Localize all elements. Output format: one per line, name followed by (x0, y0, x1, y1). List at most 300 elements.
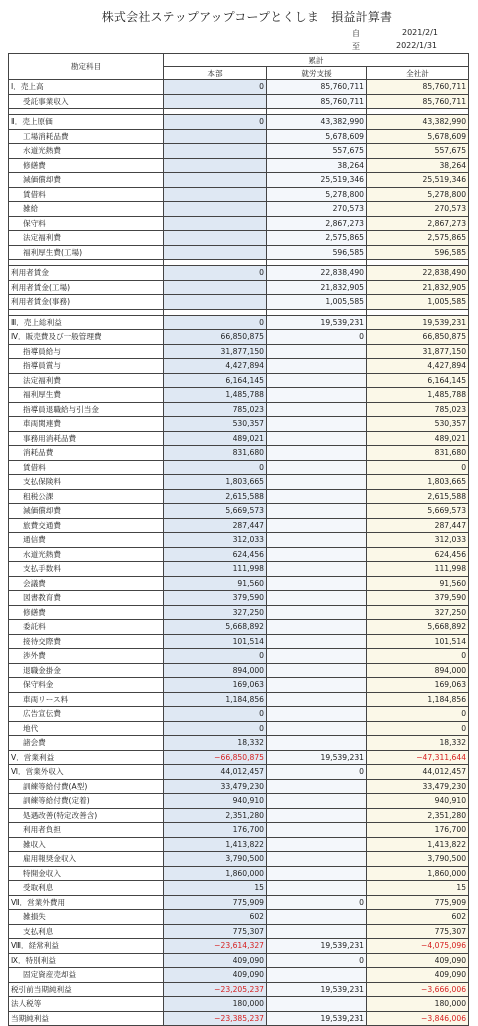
honbu-value (164, 173, 267, 188)
honbu-value: 91,560 (164, 576, 267, 591)
statement-row (9, 866, 469, 881)
honbu-value: 44,012,457 (164, 765, 267, 780)
total-value: 270,573 (367, 202, 469, 217)
account-name: Ⅵ．営業外収入 (9, 765, 164, 780)
statement-row (9, 562, 469, 577)
account-name: 減価償却費 (9, 504, 164, 519)
to-date: 2022/1/31 (396, 41, 438, 50)
honbu-value: 101,514 (164, 634, 267, 649)
honbu-value: −23,205,237 (164, 982, 267, 997)
statement-row (9, 678, 469, 693)
statement-row (9, 910, 469, 925)
shuro-value (267, 823, 367, 838)
account-name: 支払手数料 (9, 562, 164, 577)
statement-row (9, 504, 469, 519)
account-name: 雑収入 (9, 837, 164, 852)
account-name: 税引前当期純利益 (9, 982, 164, 997)
account-name: 地代 (9, 721, 164, 736)
statement-row (9, 533, 469, 548)
account-name: 訓練等給付費(定着) (9, 794, 164, 809)
total-value: 25,519,346 (367, 173, 469, 188)
statement-row (9, 94, 469, 109)
honbu-value: 176,700 (164, 823, 267, 838)
total-value: 5,678,609 (367, 129, 469, 144)
shuro-value (267, 721, 367, 736)
total-value: 18,332 (367, 736, 469, 751)
honbu-value: 2,615,588 (164, 489, 267, 504)
total-value: 940,910 (367, 794, 469, 809)
total-value: 33,479,230 (367, 779, 469, 794)
account-name: 雑給 (9, 202, 164, 217)
honbu-value: 785,023 (164, 402, 267, 417)
shuro-value: 85,760,711 (267, 94, 367, 109)
honbu-value (164, 216, 267, 231)
statement-row (9, 417, 469, 432)
honbu-value (164, 231, 267, 246)
honbu-value: 31,877,150 (164, 344, 267, 359)
account-name: 修繕費 (9, 605, 164, 620)
statement-row (9, 80, 469, 95)
shuro-value (267, 736, 367, 751)
total-value: 22,838,490 (367, 266, 469, 281)
statement-row (9, 344, 469, 359)
total-value: 409,090 (367, 968, 469, 983)
account-name: 減価償却費 (9, 173, 164, 188)
shuro-value (267, 460, 367, 475)
statement-row (9, 997, 469, 1012)
honbu-value: 33,479,230 (164, 779, 267, 794)
total-value: 5,278,800 (367, 187, 469, 202)
statement-row (9, 765, 469, 780)
shuro-value: 5,278,800 (267, 187, 367, 202)
total-value: −47,311,644 (367, 750, 469, 765)
total-value: 2,575,865 (367, 231, 469, 246)
honbu-value: 3,790,500 (164, 852, 267, 867)
total-value: 19,539,231 (367, 315, 469, 330)
statement-row (9, 750, 469, 765)
account-name: 法人税等 (9, 997, 164, 1012)
honbu-value: 287,447 (164, 518, 267, 533)
account-name: 指導員賞与 (9, 359, 164, 374)
account-name: 法定福利費 (9, 373, 164, 388)
statement-row (9, 591, 469, 606)
account-name: 消耗品費 (9, 446, 164, 461)
shuro-value (267, 446, 367, 461)
honbu-value: 775,307 (164, 924, 267, 939)
honbu-value: −66,850,875 (164, 750, 267, 765)
account-name: 退職金掛金 (9, 663, 164, 678)
shuro-value (267, 794, 367, 809)
shuro-value: 21,832,905 (267, 280, 367, 295)
account-name: 支払利息 (9, 924, 164, 939)
from-label: 自 (352, 29, 360, 38)
statement-row (9, 1011, 469, 1026)
account-name: Ⅸ．特別利益 (9, 953, 164, 968)
statement-row (9, 431, 469, 446)
account-name: 福利厚生費 (9, 388, 164, 403)
account-name: 水道光熱費 (9, 547, 164, 562)
account-name: Ⅷ．経常利益 (9, 939, 164, 954)
statement-row (9, 707, 469, 722)
total-value: 831,680 (367, 446, 469, 461)
shuro-value (267, 837, 367, 852)
total-value: 1,485,788 (367, 388, 469, 403)
honbu-value: −23,385,237 (164, 1011, 267, 1026)
honbu-value: 624,456 (164, 547, 267, 562)
account-name: 利用者負担 (9, 823, 164, 838)
statement-body (9, 80, 469, 1026)
total-value: 180,000 (367, 997, 469, 1012)
account-name: 雑損失 (9, 910, 164, 925)
shuro-value (267, 576, 367, 591)
honbu-value: 1,485,788 (164, 388, 267, 403)
statement-row (9, 924, 469, 939)
honbu-value (164, 129, 267, 144)
shuro-value: 19,539,231 (267, 1011, 367, 1026)
honbu-value: 1,803,665 (164, 475, 267, 490)
account-name: 渉外費 (9, 649, 164, 664)
shuro-value: 25,519,346 (267, 173, 367, 188)
honbu-value (164, 94, 267, 109)
shuro-value (267, 547, 367, 562)
honbu-value: 0 (164, 460, 267, 475)
account-name: 車両リース料 (9, 692, 164, 707)
total-value: 101,514 (367, 634, 469, 649)
honbu-value (164, 202, 267, 217)
total-value: 0 (367, 460, 469, 475)
account-name: 雇用報奨金収入 (9, 852, 164, 867)
honbu-value (164, 280, 267, 295)
account-name: 工場消耗品費 (9, 129, 164, 144)
statement-row (9, 663, 469, 678)
account-name: 受取利息 (9, 881, 164, 896)
honbu-value: 0 (164, 707, 267, 722)
total-value: 2,351,280 (367, 808, 469, 823)
total-value: −4,075,096 (367, 939, 469, 954)
honbu-value: −23,614,327 (164, 939, 267, 954)
total-value: 327,250 (367, 605, 469, 620)
shuro-value (267, 489, 367, 504)
statement-row (9, 489, 469, 504)
honbu-value: 0 (164, 115, 267, 130)
honbu-value: 111,998 (164, 562, 267, 577)
shuro-value (267, 881, 367, 896)
total-value: 379,590 (367, 591, 469, 606)
total-value: 176,700 (367, 823, 469, 838)
from-date: 2021/2/1 (402, 28, 438, 37)
honbu-value: 5,669,573 (164, 504, 267, 519)
shuro-value: 0 (267, 895, 367, 910)
statement-row (9, 266, 469, 281)
statement-row (9, 779, 469, 794)
shuro-value (267, 649, 367, 664)
account-name: 利用者賃金(事務) (9, 295, 164, 310)
statement-row (9, 721, 469, 736)
total-value: 66,850,875 (367, 330, 469, 345)
statement-row (9, 187, 469, 202)
statement-row (9, 158, 469, 173)
statement-row (9, 605, 469, 620)
account-name: 処遇改善(特定改善含) (9, 808, 164, 823)
honbu-value (164, 245, 267, 260)
statement-row (9, 359, 469, 374)
total-value: 1,803,665 (367, 475, 469, 490)
total-value: 602 (367, 910, 469, 925)
honbu-value: 15 (164, 881, 267, 896)
total-value: −3,846,006 (367, 1011, 469, 1026)
statement-row (9, 620, 469, 635)
account-name: 事務用消耗品費 (9, 431, 164, 446)
total-value: 596,585 (367, 245, 469, 260)
shuro-value: 85,760,711 (267, 80, 367, 95)
honbu-value: 1,860,000 (164, 866, 267, 881)
shuro-value (267, 504, 367, 519)
total-value: 775,307 (367, 924, 469, 939)
shuro-value: 22,838,490 (267, 266, 367, 281)
statement-row (9, 939, 469, 954)
honbu-value: 312,033 (164, 533, 267, 548)
col-shuro-header: 就労支援 (267, 67, 367, 80)
total-value: 775,909 (367, 895, 469, 910)
shuro-value (267, 866, 367, 881)
honbu-value: 66,850,875 (164, 330, 267, 345)
honbu-value: 894,000 (164, 663, 267, 678)
honbu-value: 0 (164, 315, 267, 330)
shuro-value (267, 968, 367, 983)
document-title: 株式会社ステップアップコープとくしま 損益計算書 (101, 10, 393, 24)
shuro-value (267, 373, 367, 388)
statement-row (9, 388, 469, 403)
honbu-value: 169,063 (164, 678, 267, 693)
to-label: 至 (352, 42, 360, 51)
total-value: 5,668,892 (367, 620, 469, 635)
total-value: 624,456 (367, 547, 469, 562)
honbu-value: 180,000 (164, 997, 267, 1012)
total-value: 38,264 (367, 158, 469, 173)
account-name: 賃借料 (9, 460, 164, 475)
account-name: Ⅲ．売上総利益 (9, 315, 164, 330)
total-value: 0 (367, 707, 469, 722)
statement-row (9, 144, 469, 159)
account-name: 訓練等給付費(A型) (9, 779, 164, 794)
shuro-value: 0 (267, 765, 367, 780)
honbu-value (164, 158, 267, 173)
statement-row (9, 231, 469, 246)
total-value: 31,877,150 (367, 344, 469, 359)
shuro-value (267, 417, 367, 432)
account-name: 指導員給与 (9, 344, 164, 359)
statement-row (9, 315, 469, 330)
shuro-value: 1,005,585 (267, 295, 367, 310)
account-name: 会議費 (9, 576, 164, 591)
total-value: 91,560 (367, 576, 469, 591)
total-value: 1,184,856 (367, 692, 469, 707)
total-value: 1,860,000 (367, 866, 469, 881)
total-value: 3,790,500 (367, 852, 469, 867)
statement-row (9, 692, 469, 707)
total-value: 85,760,711 (367, 80, 469, 95)
account-name: 賃借料 (9, 187, 164, 202)
col-honbu-header: 本部 (164, 67, 267, 80)
account-name: 福利厚生費(工場) (9, 245, 164, 260)
account-name: 指導員退職給与引当金 (9, 402, 164, 417)
honbu-value (164, 295, 267, 310)
honbu-value: 775,909 (164, 895, 267, 910)
shuro-value: 38,264 (267, 158, 367, 173)
statement-row (9, 129, 469, 144)
honbu-value: 530,357 (164, 417, 267, 432)
shuro-value: 19,539,231 (267, 750, 367, 765)
total-value: 489,021 (367, 431, 469, 446)
total-value: 2,615,588 (367, 489, 469, 504)
total-value: 85,760,711 (367, 94, 469, 109)
shuro-value (267, 997, 367, 1012)
honbu-value: 831,680 (164, 446, 267, 461)
account-name: 修繕費 (9, 158, 164, 173)
shuro-value: 2,575,865 (267, 231, 367, 246)
total-value: 0 (367, 649, 469, 664)
shuro-value: 557,675 (267, 144, 367, 159)
shuro-value: 19,539,231 (267, 982, 367, 997)
honbu-value: 0 (164, 649, 267, 664)
shuro-value (267, 431, 367, 446)
account-name: Ⅰ．売上高 (9, 80, 164, 95)
total-value: 312,033 (367, 533, 469, 548)
shuro-value (267, 678, 367, 693)
total-value: 21,832,905 (367, 280, 469, 295)
shuro-value (267, 808, 367, 823)
honbu-value: 6,164,145 (164, 373, 267, 388)
account-name: Ⅴ．営業利益 (9, 750, 164, 765)
total-value: 111,998 (367, 562, 469, 577)
shuro-value (267, 562, 367, 577)
shuro-value (267, 852, 367, 867)
total-value: 894,000 (367, 663, 469, 678)
statement-row (9, 245, 469, 260)
shuro-value (267, 924, 367, 939)
account-name: 固定資産売却益 (9, 968, 164, 983)
statement-row (9, 295, 469, 310)
honbu-value: 0 (164, 266, 267, 281)
account-name: 保守料 (9, 216, 164, 231)
account-name: Ⅶ．営業外費用 (9, 895, 164, 910)
account-name: 保守料金 (9, 678, 164, 693)
statement-row (9, 402, 469, 417)
statement-row (9, 968, 469, 983)
statement-row (9, 475, 469, 490)
account-name: 図書教育費 (9, 591, 164, 606)
statement-row (9, 216, 469, 231)
statement-row (9, 794, 469, 809)
account-name: 受託事業収入 (9, 94, 164, 109)
period-header: 累計 (164, 54, 469, 67)
shuro-value (267, 402, 367, 417)
statement-row (9, 953, 469, 968)
shuro-value: 270,573 (267, 202, 367, 217)
shuro-value (267, 518, 367, 533)
account-name: 接待交際費 (9, 634, 164, 649)
statement-row (9, 373, 469, 388)
shuro-value: 19,539,231 (267, 315, 367, 330)
income-statement-table (8, 53, 469, 1026)
total-value: 6,164,145 (367, 373, 469, 388)
honbu-value: 0 (164, 721, 267, 736)
shuro-value (267, 663, 367, 678)
account-name: 支払保険料 (9, 475, 164, 490)
total-value: 785,023 (367, 402, 469, 417)
shuro-value: 2,867,273 (267, 216, 367, 231)
honbu-value: 2,351,280 (164, 808, 267, 823)
total-value: 43,382,990 (367, 115, 469, 130)
account-name: 水道光熱費 (9, 144, 164, 159)
account-name: 広告宣伝費 (9, 707, 164, 722)
total-value: 1,413,822 (367, 837, 469, 852)
shuro-value (267, 591, 367, 606)
statement-row (9, 634, 469, 649)
statement-row (9, 982, 469, 997)
total-value: 15 (367, 881, 469, 896)
honbu-value: 409,090 (164, 968, 267, 983)
account-name: 特開金収入 (9, 866, 164, 881)
total-value: −3,666,006 (367, 982, 469, 997)
honbu-value: 5,668,892 (164, 620, 267, 635)
honbu-value: 602 (164, 910, 267, 925)
shuro-value (267, 605, 367, 620)
total-value: 44,012,457 (367, 765, 469, 780)
statement-row (9, 576, 469, 591)
honbu-value: 0 (164, 80, 267, 95)
shuro-value: 43,382,990 (267, 115, 367, 130)
statement-row (9, 881, 469, 896)
honbu-value: 4,427,894 (164, 359, 267, 374)
total-value: 287,447 (367, 518, 469, 533)
shuro-value (267, 344, 367, 359)
statement-row (9, 649, 469, 664)
total-value: 2,867,273 (367, 216, 469, 231)
account-header: 勘定科目 (9, 54, 164, 80)
honbu-value (164, 144, 267, 159)
statement-row (9, 736, 469, 751)
account-name: 法定福利費 (9, 231, 164, 246)
account-name: Ⅱ．売上原価 (9, 115, 164, 130)
total-value: 409,090 (367, 953, 469, 968)
col-total-header: 全社計 (367, 67, 469, 80)
honbu-value: 1,413,822 (164, 837, 267, 852)
account-name: 租税公課 (9, 489, 164, 504)
shuro-value: 596,585 (267, 245, 367, 260)
shuro-value (267, 475, 367, 490)
shuro-value (267, 707, 367, 722)
account-name: 利用者賃金 (9, 266, 164, 281)
statement-row (9, 547, 469, 562)
total-value: 557,675 (367, 144, 469, 159)
account-name: 車両関連費 (9, 417, 164, 432)
statement-row (9, 173, 469, 188)
statement-row (9, 280, 469, 295)
shuro-value: 5,678,609 (267, 129, 367, 144)
statement-row (9, 460, 469, 475)
statement-row (9, 852, 469, 867)
statement-row (9, 202, 469, 217)
honbu-value: 18,332 (164, 736, 267, 751)
shuro-value (267, 910, 367, 925)
honbu-value: 379,590 (164, 591, 267, 606)
statement-row (9, 808, 469, 823)
statement-row (9, 895, 469, 910)
honbu-value: 327,250 (164, 605, 267, 620)
statement-row (9, 115, 469, 130)
total-value: 4,427,894 (367, 359, 469, 374)
